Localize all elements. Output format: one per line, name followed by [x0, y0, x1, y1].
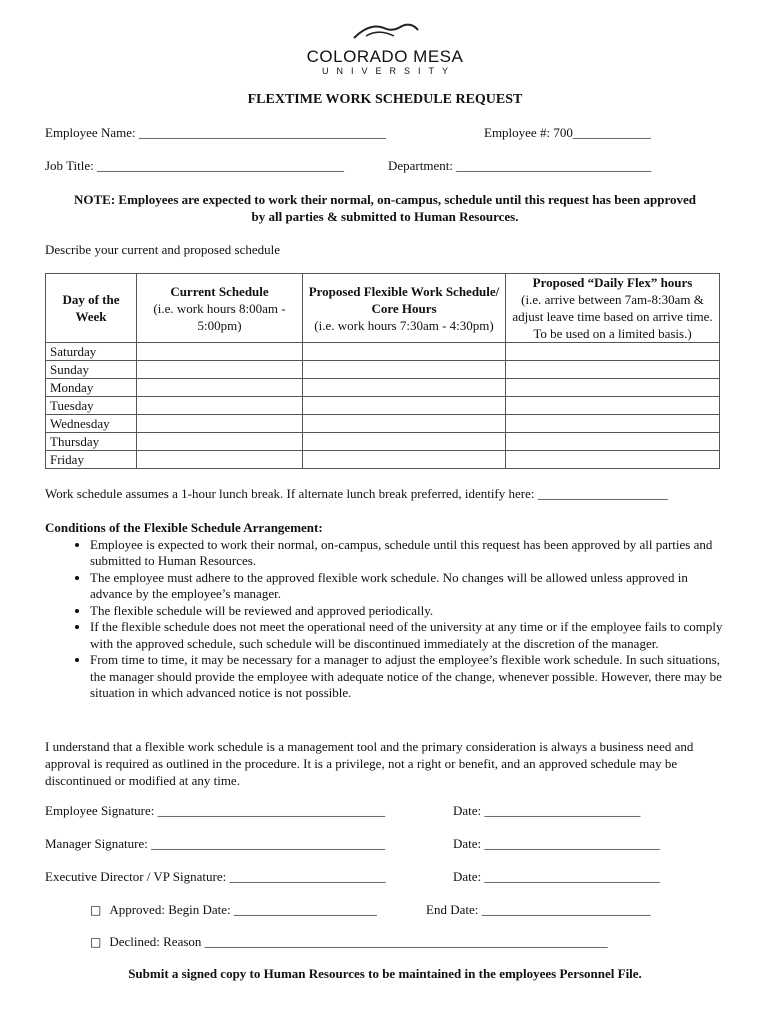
daily-flex-cell[interactable] [506, 361, 720, 379]
header-daily-flex: Proposed “Daily Flex” hours (i.e. arrive between 7am-8:30am & adjust leave time based on arrive time. To be used on a limited basis.) [506, 274, 720, 343]
describe-label: Describe your current and proposed schedule [45, 242, 280, 257]
day-cell: Friday [46, 451, 137, 469]
day-cell: Monday [46, 379, 137, 397]
daily-flex-cell[interactable] [506, 415, 720, 433]
note: NOTE: Employees are expected to work their normal, on-campus, schedule until this request has been approved by all parties & submitted to Human Resources. [74, 192, 696, 224]
current-schedule-cell[interactable] [137, 379, 303, 397]
declined-row [90, 934, 608, 950]
approved-begin-date-field[interactable]: Approved: Begin Date: ______________________ [109, 902, 377, 917]
manager-signature-field[interactable]: Manager Signature: ____________________________________ [45, 836, 386, 851]
understanding-paragraph: I understand that a flexible work schedule is a management tool and the primary consideration is always a business need and approval is required as outlined in the procedure. It is a privilege, not a right or benefit, and an approved schedule may be discontinued or modified at any time. [45, 739, 694, 788]
department-field[interactable]: Department: ______________________________ [388, 158, 652, 173]
current-schedule-cell[interactable] [137, 451, 303, 469]
table-row [46, 379, 720, 397]
declined-checkbox[interactable]: □ [90, 935, 102, 949]
end-date-field[interactable]: End Date: __________________________ [426, 902, 651, 917]
header-current: Current Schedule (i.e. work hours 8:00am - 5:00pm) [137, 274, 303, 343]
header-proposed: Proposed Flexible Work Schedule/ Core Hours (i.e. work hours 7:30am - 4:30pm) [303, 274, 506, 343]
day-cell: Tuesday [46, 397, 137, 415]
table-row [46, 433, 720, 451]
conditions-heading: Conditions of the Flexible Schedule Arrangement: [45, 520, 323, 535]
table-row [46, 397, 720, 415]
manager-date-field[interactable]: Date: ___________________________ [453, 836, 660, 851]
proposed-schedule-cell[interactable] [303, 433, 506, 451]
current-schedule-cell[interactable] [137, 361, 303, 379]
proposed-schedule-cell[interactable] [303, 415, 506, 433]
mountain-logo-icon [350, 22, 420, 44]
condition-item: • From time to time, it may be necessary for a manager to adjust the employee’s flexible work schedule. In such situations, the manager should provide the employee with adequate notice of the change, whenever possible. However, there may be situation in which advanced notice is not possible. [90, 652, 725, 702]
lunch-note: Work schedule assumes a 1-hour lunch break. If alternate lunch break preferred, identify here: ____________________ [45, 486, 668, 501]
declined-reason-field[interactable]: Declined: Reason ______________________________________________________________ [109, 934, 608, 949]
current-schedule-cell[interactable] [137, 433, 303, 451]
proposed-schedule-cell[interactable] [303, 379, 506, 397]
conditions-list [45, 537, 725, 702]
employee-signature-field[interactable]: Employee Signature: ___________________________________ [45, 803, 386, 818]
employee-name-field[interactable]: Employee Name: ______________________________________ [45, 125, 386, 140]
condition-item: • The employee must adhere to the approved flexible work schedule. No changes will be allowed unless approved in advance by the employee’s manager. [90, 570, 725, 603]
approved-checkbox[interactable]: □ [90, 903, 102, 917]
employee-date-field[interactable]: Date: ________________________ [453, 803, 641, 818]
approved-row [90, 902, 377, 918]
proposed-schedule-cell[interactable] [303, 361, 506, 379]
daily-flex-cell[interactable] [506, 379, 720, 397]
page-title: FLEXTIME WORK SCHEDULE REQUEST [247, 92, 523, 107]
conditions-section [45, 520, 725, 702]
current-schedule-cell[interactable] [137, 343, 303, 361]
daily-flex-cell[interactable] [506, 343, 720, 361]
daily-flex-cell[interactable] [506, 433, 720, 451]
university-logo [305, 22, 465, 76]
day-cell: Sunday [46, 361, 137, 379]
table-row [46, 451, 720, 469]
daily-flex-cell[interactable] [506, 397, 720, 415]
condition-item: • If the flexible schedule does not meet the operational need of the university at any time or if the employee fails to comply with the approved schedule, such schedule will be discontinued immediately at the discretion of the manager. [90, 619, 725, 652]
proposed-schedule-cell[interactable] [303, 451, 506, 469]
schedule-table [45, 273, 720, 469]
table-row [46, 361, 720, 379]
submit-instruction: Submit a signed copy to Human Resources to be maintained in the employees Personnel File. [128, 966, 642, 981]
current-schedule-cell[interactable] [137, 415, 303, 433]
current-schedule-cell[interactable] [137, 397, 303, 415]
proposed-schedule-cell[interactable] [303, 397, 506, 415]
table-row [46, 415, 720, 433]
condition-item: • The flexible schedule will be reviewed and approved periodically. [90, 603, 725, 620]
employee-number-field[interactable]: Employee #: 700____________ [484, 125, 651, 140]
daily-flex-cell[interactable] [506, 451, 720, 469]
table-row [46, 343, 720, 361]
executive-date-field[interactable]: Date: ___________________________ [453, 869, 660, 884]
executive-signature-field[interactable]: Executive Director / VP Signature: ________________________ [45, 869, 386, 884]
condition-item: • Employee is expected to work their normal, on-campus, schedule until this request has been approved by all parties and submitted to Human Resources. [90, 537, 725, 570]
header-day: Day of the Week [46, 274, 137, 343]
day-cell: Thursday [46, 433, 137, 451]
day-cell: Wednesday [46, 415, 137, 433]
logo-subtitle: UNIVERSITY [321, 66, 456, 76]
logo-name: COLORADO MESA [306, 47, 464, 66]
day-cell: Saturday [46, 343, 137, 361]
job-title-field[interactable]: Job Title: ______________________________________ [45, 158, 345, 173]
proposed-schedule-cell[interactable] [303, 343, 506, 361]
